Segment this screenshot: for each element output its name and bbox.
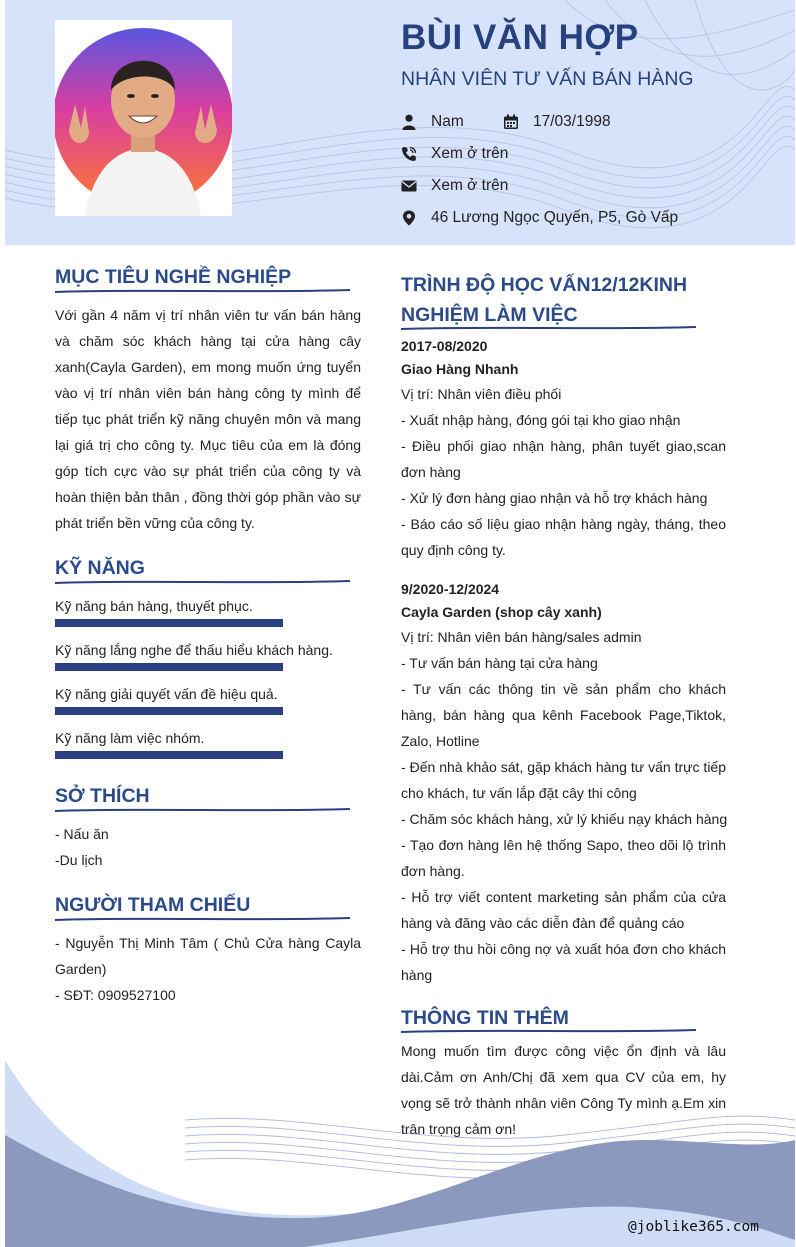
skill-bar-fill [55,663,283,671]
job-line: Vị trí: Nhân viên bán hàng/sales admin [401,629,642,645]
heading-underline [55,579,350,585]
job-line: - Đến nhà khảo sát, gặp khách hàng tư vấn trực tiếp cho khách, tư vấn lắp đặt cây thi công [401,759,726,801]
extra-text: Mong muốn tìm được công việc ổn định và lâu dài.Cảm ơn Anh/Chị đã xem qua CV của em, hy vọng sẽ trở thành nhân viên Công Ty mình ạ.Em xin trân trọng cảm ơn! [401,1043,726,1137]
job-line: - Xuất nhập hàng, đóng gói tại kho giao nhận [401,412,681,428]
experience-heading-line2: NGHIỆM LÀM VIỆC [401,304,578,326]
gender-value: Nam [431,113,464,130]
objective-heading: MỤC TIÊU NGHỀ NGHIỆP [55,266,292,288]
watermark-text: @joblike365.com [628,1219,759,1235]
map-pin-icon [401,210,417,226]
hobby-item: -Du lịch [55,852,103,868]
phone-value: Xem ở trên [431,145,509,162]
heading-underline [401,1028,696,1034]
heading-underline [55,807,350,813]
extra-heading: THÔNG TIN THÊM [401,1007,569,1029]
heading-underline [401,325,696,331]
skill-bar-fill [55,751,283,759]
reference-person: - Nguyễn Thị Minh Tâm ( Chủ Cửa hàng Cayla Garden) [55,935,361,977]
job-period: 2017-08/2020 [401,338,488,354]
skill-label: Kỹ năng bán hàng, thuyết phục. [55,598,253,614]
birthdate-value: 17/03/1998 [533,113,611,130]
calendar-icon [503,114,519,130]
skill-bar-fill [55,707,283,715]
experience-heading-line1: TRÌNH ĐỘ HỌC VẤN12/12KINH [401,274,688,296]
job-line: - Điều phối giao nhận hàng, phân tuyết giao,scan đơn hàng [401,438,726,480]
phone-row [401,145,508,163]
job-line: - Tư vấn bán hàng tại cửa hàng [401,655,598,671]
phone-icon [401,146,417,162]
job-company: Cayla Garden (shop cây xanh) [401,604,602,620]
skill-bar [55,619,283,627]
job-line: - Tạo đơn hàng lên hệ thống Sapo, theo dõi lộ trình đơn hàng. [401,837,726,879]
heading-underline [55,916,350,922]
job-company: Giao Hàng Nhanh [401,361,519,377]
hobby-item: - Nấu ăn [55,826,109,842]
candidate-name: BÙI VĂN HỢP [401,18,639,57]
job-line: - Hỗ trợ thu hồi công nợ và xuất hóa đơn cho khách hàng [401,941,726,983]
skill-label: Kỹ năng lắng nghe để thấu hiểu khách hàng. [55,642,333,658]
gender-row [401,113,464,131]
reference-phone: - SĐT: 0909527100 [55,987,176,1003]
skills-heading: KỸ NĂNG [55,557,145,579]
references-heading: NGƯỜI THAM CHIẾU [55,894,251,916]
address-row [401,209,678,227]
job-line: - Xử lý đơn hàng giao nhận và hỗ trợ khách hàng [401,490,708,506]
job-line: - Tư vấn các thông tin về sản phẩm cho khách hàng, bán hàng qua kênh Facebook Page,Tiktok, Zalo, Hotline [401,681,726,749]
skill-bar [55,707,283,715]
skill-label: Kỹ năng làm việc nhóm. [55,730,205,746]
hobbies-heading: SỞ THÍCH [55,785,150,807]
cv-page [5,0,795,1247]
candidate-title: NHÂN VIÊN TƯ VẤN BÁN HÀNG [401,68,694,90]
skill-bar-fill [55,619,283,627]
job-line: - Hỗ trợ viết content marketing sản phẩm của cửa hàng và đăng vào các diễn đàn để quảng cáo [401,889,726,931]
job-line: - Chăm sóc khách hàng, xử lý khiếu nạy khách hàng [401,811,728,827]
job-line: Vị trí: Nhân viên điều phối [401,386,562,402]
email-value: Xem ở trên [431,177,509,194]
profile-photo [55,20,232,216]
person-icon [401,114,417,130]
birthdate-row [503,113,611,131]
job-line: - Báo cáo số liệu giao nhận hàng ngày, tháng, theo quy định công ty. [401,516,726,558]
job-period: 9/2020-12/2024 [401,581,500,597]
address-value: 46 Lương Ngọc Quyến, P5, Gò Vấp [431,209,679,226]
skill-label: Kỹ năng giải quyết vấn đề hiệu quả. [55,686,278,702]
objective-text: Với gần 4 năm vị trí nhân viên tư vấn bán hàng và chăm sóc khách hàng tại cửa hàng cây xanh(Cayla Garden), em mong muốn ứng tuyển vào vị trí nhân viên bán hàng công ty mình để tiếp tục phát triển kỹ năng chuyên môn và mang lại giá trị cho công ty. Mục tiêu của em là đóng góp tích cực vào sự phát triển của công ty và hoàn thiện bản thân , đồng thời góp phần vào sự phát triển bền vững của công ty. [55,307,361,531]
skill-bar [55,751,283,759]
heading-underline [55,288,350,294]
skill-bar [55,663,283,671]
envelope-icon [401,178,417,194]
email-row [401,177,508,195]
